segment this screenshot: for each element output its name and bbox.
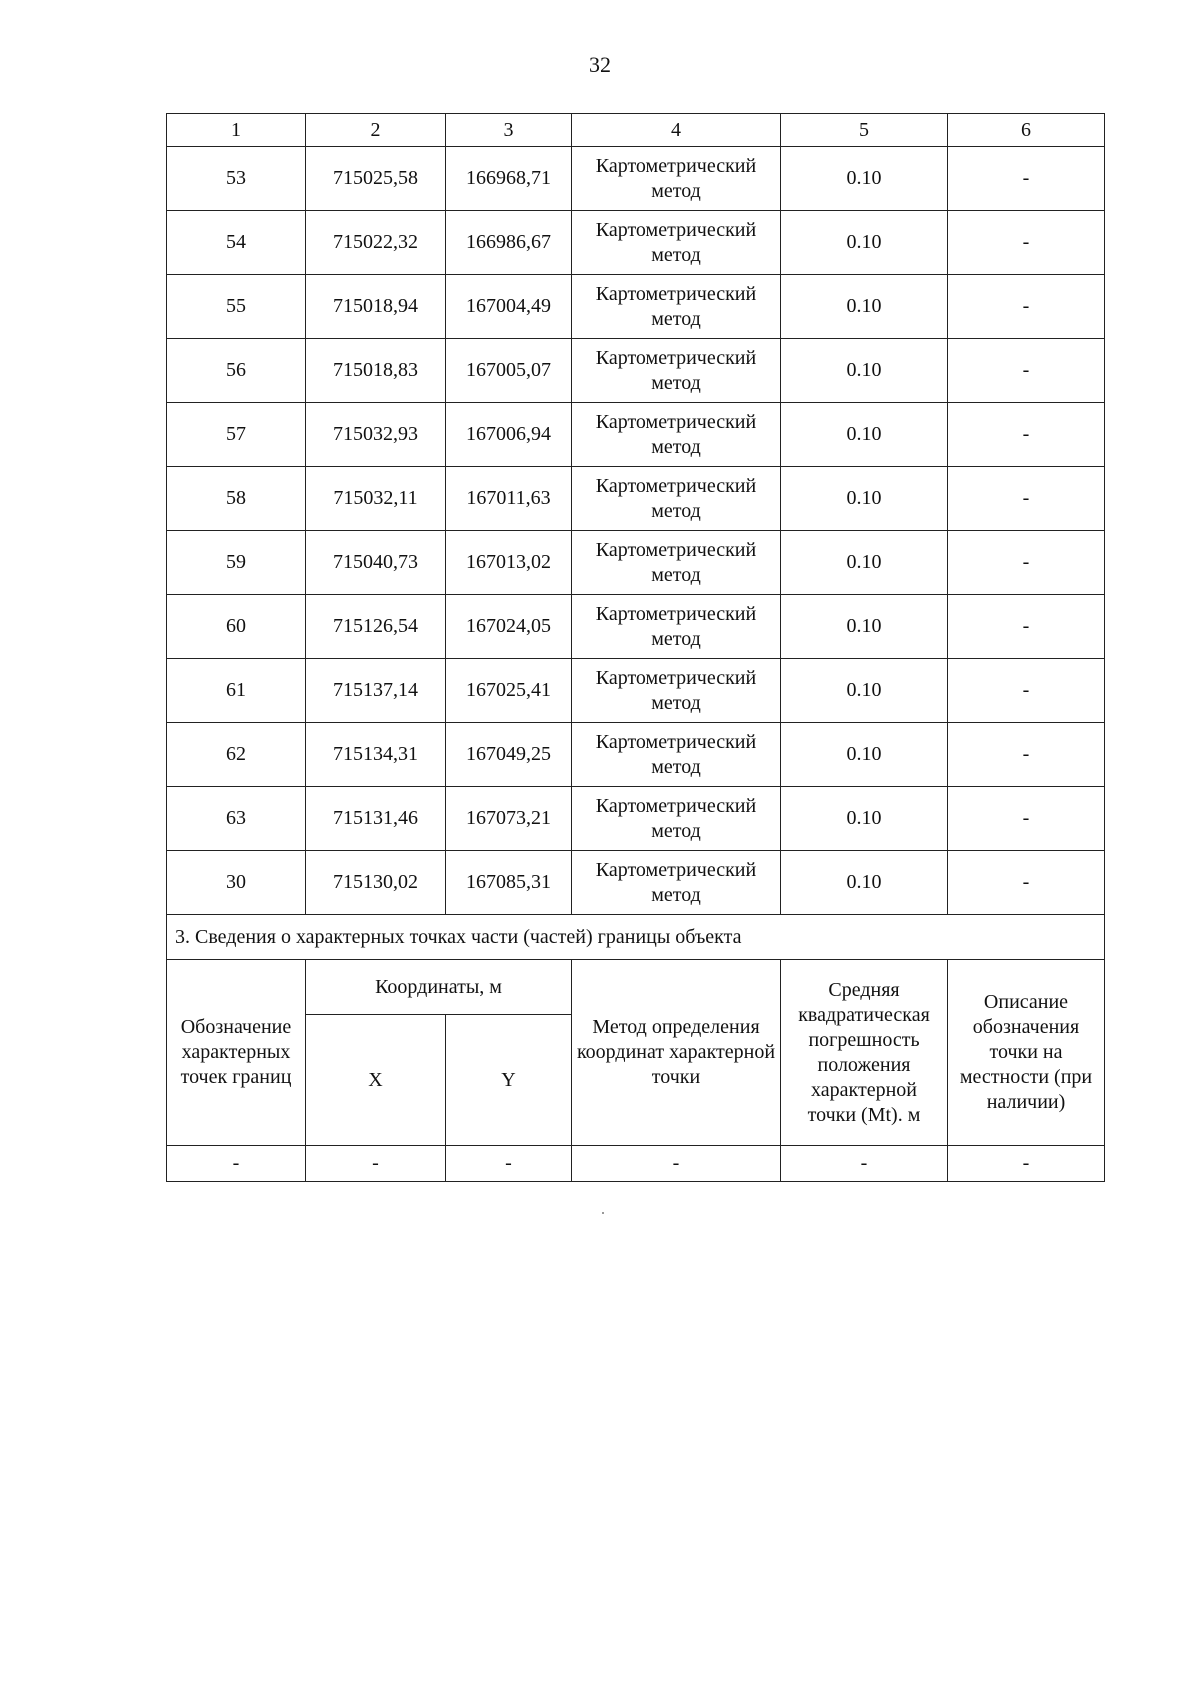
page-number: 32 xyxy=(589,52,611,77)
x-coordinate-cell: 715022,32 xyxy=(306,211,446,275)
y-coordinate-cell: 167024,05 xyxy=(446,595,572,659)
error-cell: 0.10 xyxy=(781,147,948,211)
description-cell: - xyxy=(948,147,1105,211)
table-row xyxy=(167,147,1105,211)
error-cell: 0.10 xyxy=(781,275,948,339)
table-row xyxy=(167,339,1105,403)
x-coordinate-cell: 715137,14 xyxy=(306,659,446,723)
column-number: 6 xyxy=(948,114,1105,147)
y-coordinate-cell: 166968,71 xyxy=(446,147,572,211)
column-number: 2 xyxy=(306,114,446,147)
point-id-cell: 63 xyxy=(167,787,306,851)
table-row xyxy=(167,659,1105,723)
y-coordinate-cell: 167006,94 xyxy=(446,403,572,467)
error-cell: 0.10 xyxy=(781,851,948,915)
coordinates-header: Координаты, м xyxy=(306,960,572,1015)
point-id-cell: 30 xyxy=(167,851,306,915)
error-cell: 0.10 xyxy=(781,339,948,403)
y-coordinate-cell: 167004,49 xyxy=(446,275,572,339)
empty-cell: - xyxy=(446,1146,572,1182)
table-row xyxy=(167,467,1105,531)
x-header: X xyxy=(306,1015,446,1146)
empty-cell: - xyxy=(781,1146,948,1182)
table-row xyxy=(167,211,1105,275)
boundary-points-table xyxy=(166,113,1105,1182)
x-coordinate-cell: 715032,11 xyxy=(306,467,446,531)
scan-artifact xyxy=(602,1212,604,1214)
section-3-title: 3. Сведения о характерных точках части (частей) границы объекта xyxy=(167,915,1105,960)
y-coordinate-cell: 167085,31 xyxy=(446,851,572,915)
x-coordinate-cell: 715040,73 xyxy=(306,531,446,595)
x-coordinate-cell: 715130,02 xyxy=(306,851,446,915)
error-cell: 0.10 xyxy=(781,211,948,275)
y-coordinate-cell: 167011,63 xyxy=(446,467,572,531)
x-coordinate-cell: 715131,46 xyxy=(306,787,446,851)
error-header: Средняя квадратическая погрешность положения характерной точки (Mt). м xyxy=(781,960,948,1146)
empty-cell: - xyxy=(948,1146,1105,1182)
x-coordinate-cell: 715025,58 xyxy=(306,147,446,211)
description-cell: - xyxy=(948,467,1105,531)
method-header: Метод определения координат характерной точки xyxy=(572,960,781,1146)
table-row xyxy=(167,595,1105,659)
point-id-cell: 57 xyxy=(167,403,306,467)
error-cell: 0.10 xyxy=(781,403,948,467)
table-row xyxy=(167,275,1105,339)
table-body xyxy=(167,114,1105,1182)
point-id-cell: 58 xyxy=(167,467,306,531)
column-number: 1 xyxy=(167,114,306,147)
table-row xyxy=(167,403,1105,467)
x-coordinate-cell: 715032,93 xyxy=(306,403,446,467)
method-cell: Картометрический метод xyxy=(572,275,781,339)
point-id-cell: 62 xyxy=(167,723,306,787)
section-3-row xyxy=(167,915,1105,960)
y-coordinate-cell: 166986,67 xyxy=(446,211,572,275)
error-cell: 0.10 xyxy=(781,531,948,595)
method-cell: Картометрический метод xyxy=(572,659,781,723)
description-cell: - xyxy=(948,339,1105,403)
description-cell: - xyxy=(948,531,1105,595)
description-header: Описание обозначения точки на местности (при наличии) xyxy=(948,960,1105,1146)
x-coordinate-cell: 715018,83 xyxy=(306,339,446,403)
point-id-cell: 54 xyxy=(167,211,306,275)
section-3-header-row xyxy=(167,960,1105,1015)
method-cell: Картометрический метод xyxy=(572,723,781,787)
error-cell: 0.10 xyxy=(781,723,948,787)
error-cell: 0.10 xyxy=(781,787,948,851)
designation-header: Обозначение характерных точек границ xyxy=(167,960,306,1146)
method-cell: Картометрический метод xyxy=(572,595,781,659)
method-cell: Картометрический метод xyxy=(572,403,781,467)
x-coordinate-cell: 715126,54 xyxy=(306,595,446,659)
table-row xyxy=(167,531,1105,595)
empty-cell: - xyxy=(167,1146,306,1182)
description-cell: - xyxy=(948,851,1105,915)
method-cell: Картометрический метод xyxy=(572,467,781,531)
column-number-row xyxy=(167,114,1105,147)
method-cell: Картометрический метод xyxy=(572,147,781,211)
section-3-empty-row xyxy=(167,1146,1105,1182)
column-number: 5 xyxy=(781,114,948,147)
method-cell: Картометрический метод xyxy=(572,339,781,403)
point-id-cell: 60 xyxy=(167,595,306,659)
y-coordinate-cell: 167013,02 xyxy=(446,531,572,595)
empty-cell: - xyxy=(306,1146,446,1182)
description-cell: - xyxy=(948,659,1105,723)
column-number: 3 xyxy=(446,114,572,147)
description-cell: - xyxy=(948,595,1105,659)
column-number: 4 xyxy=(572,114,781,147)
point-id-cell: 56 xyxy=(167,339,306,403)
y-coordinate-cell: 167025,41 xyxy=(446,659,572,723)
y-coordinate-cell: 167049,25 xyxy=(446,723,572,787)
error-cell: 0.10 xyxy=(781,467,948,531)
empty-cell: - xyxy=(572,1146,781,1182)
description-cell: - xyxy=(948,211,1105,275)
point-id-cell: 59 xyxy=(167,531,306,595)
point-id-cell: 55 xyxy=(167,275,306,339)
table-row xyxy=(167,787,1105,851)
description-cell: - xyxy=(948,723,1105,787)
description-cell: - xyxy=(948,403,1105,467)
x-coordinate-cell: 715134,31 xyxy=(306,723,446,787)
table-row xyxy=(167,851,1105,915)
method-cell: Картометрический метод xyxy=(572,787,781,851)
description-cell: - xyxy=(948,787,1105,851)
method-cell: Картометрический метод xyxy=(572,851,781,915)
y-coordinate-cell: 167005,07 xyxy=(446,339,572,403)
y-coordinate-cell: 167073,21 xyxy=(446,787,572,851)
x-coordinate-cell: 715018,94 xyxy=(306,275,446,339)
table-row xyxy=(167,723,1105,787)
method-cell: Картометрический метод xyxy=(572,531,781,595)
error-cell: 0.10 xyxy=(781,659,948,723)
description-cell: - xyxy=(948,275,1105,339)
y-header: Y xyxy=(446,1015,572,1146)
point-id-cell: 53 xyxy=(167,147,306,211)
method-cell: Картометрический метод xyxy=(572,211,781,275)
error-cell: 0.10 xyxy=(781,595,948,659)
point-id-cell: 61 xyxy=(167,659,306,723)
